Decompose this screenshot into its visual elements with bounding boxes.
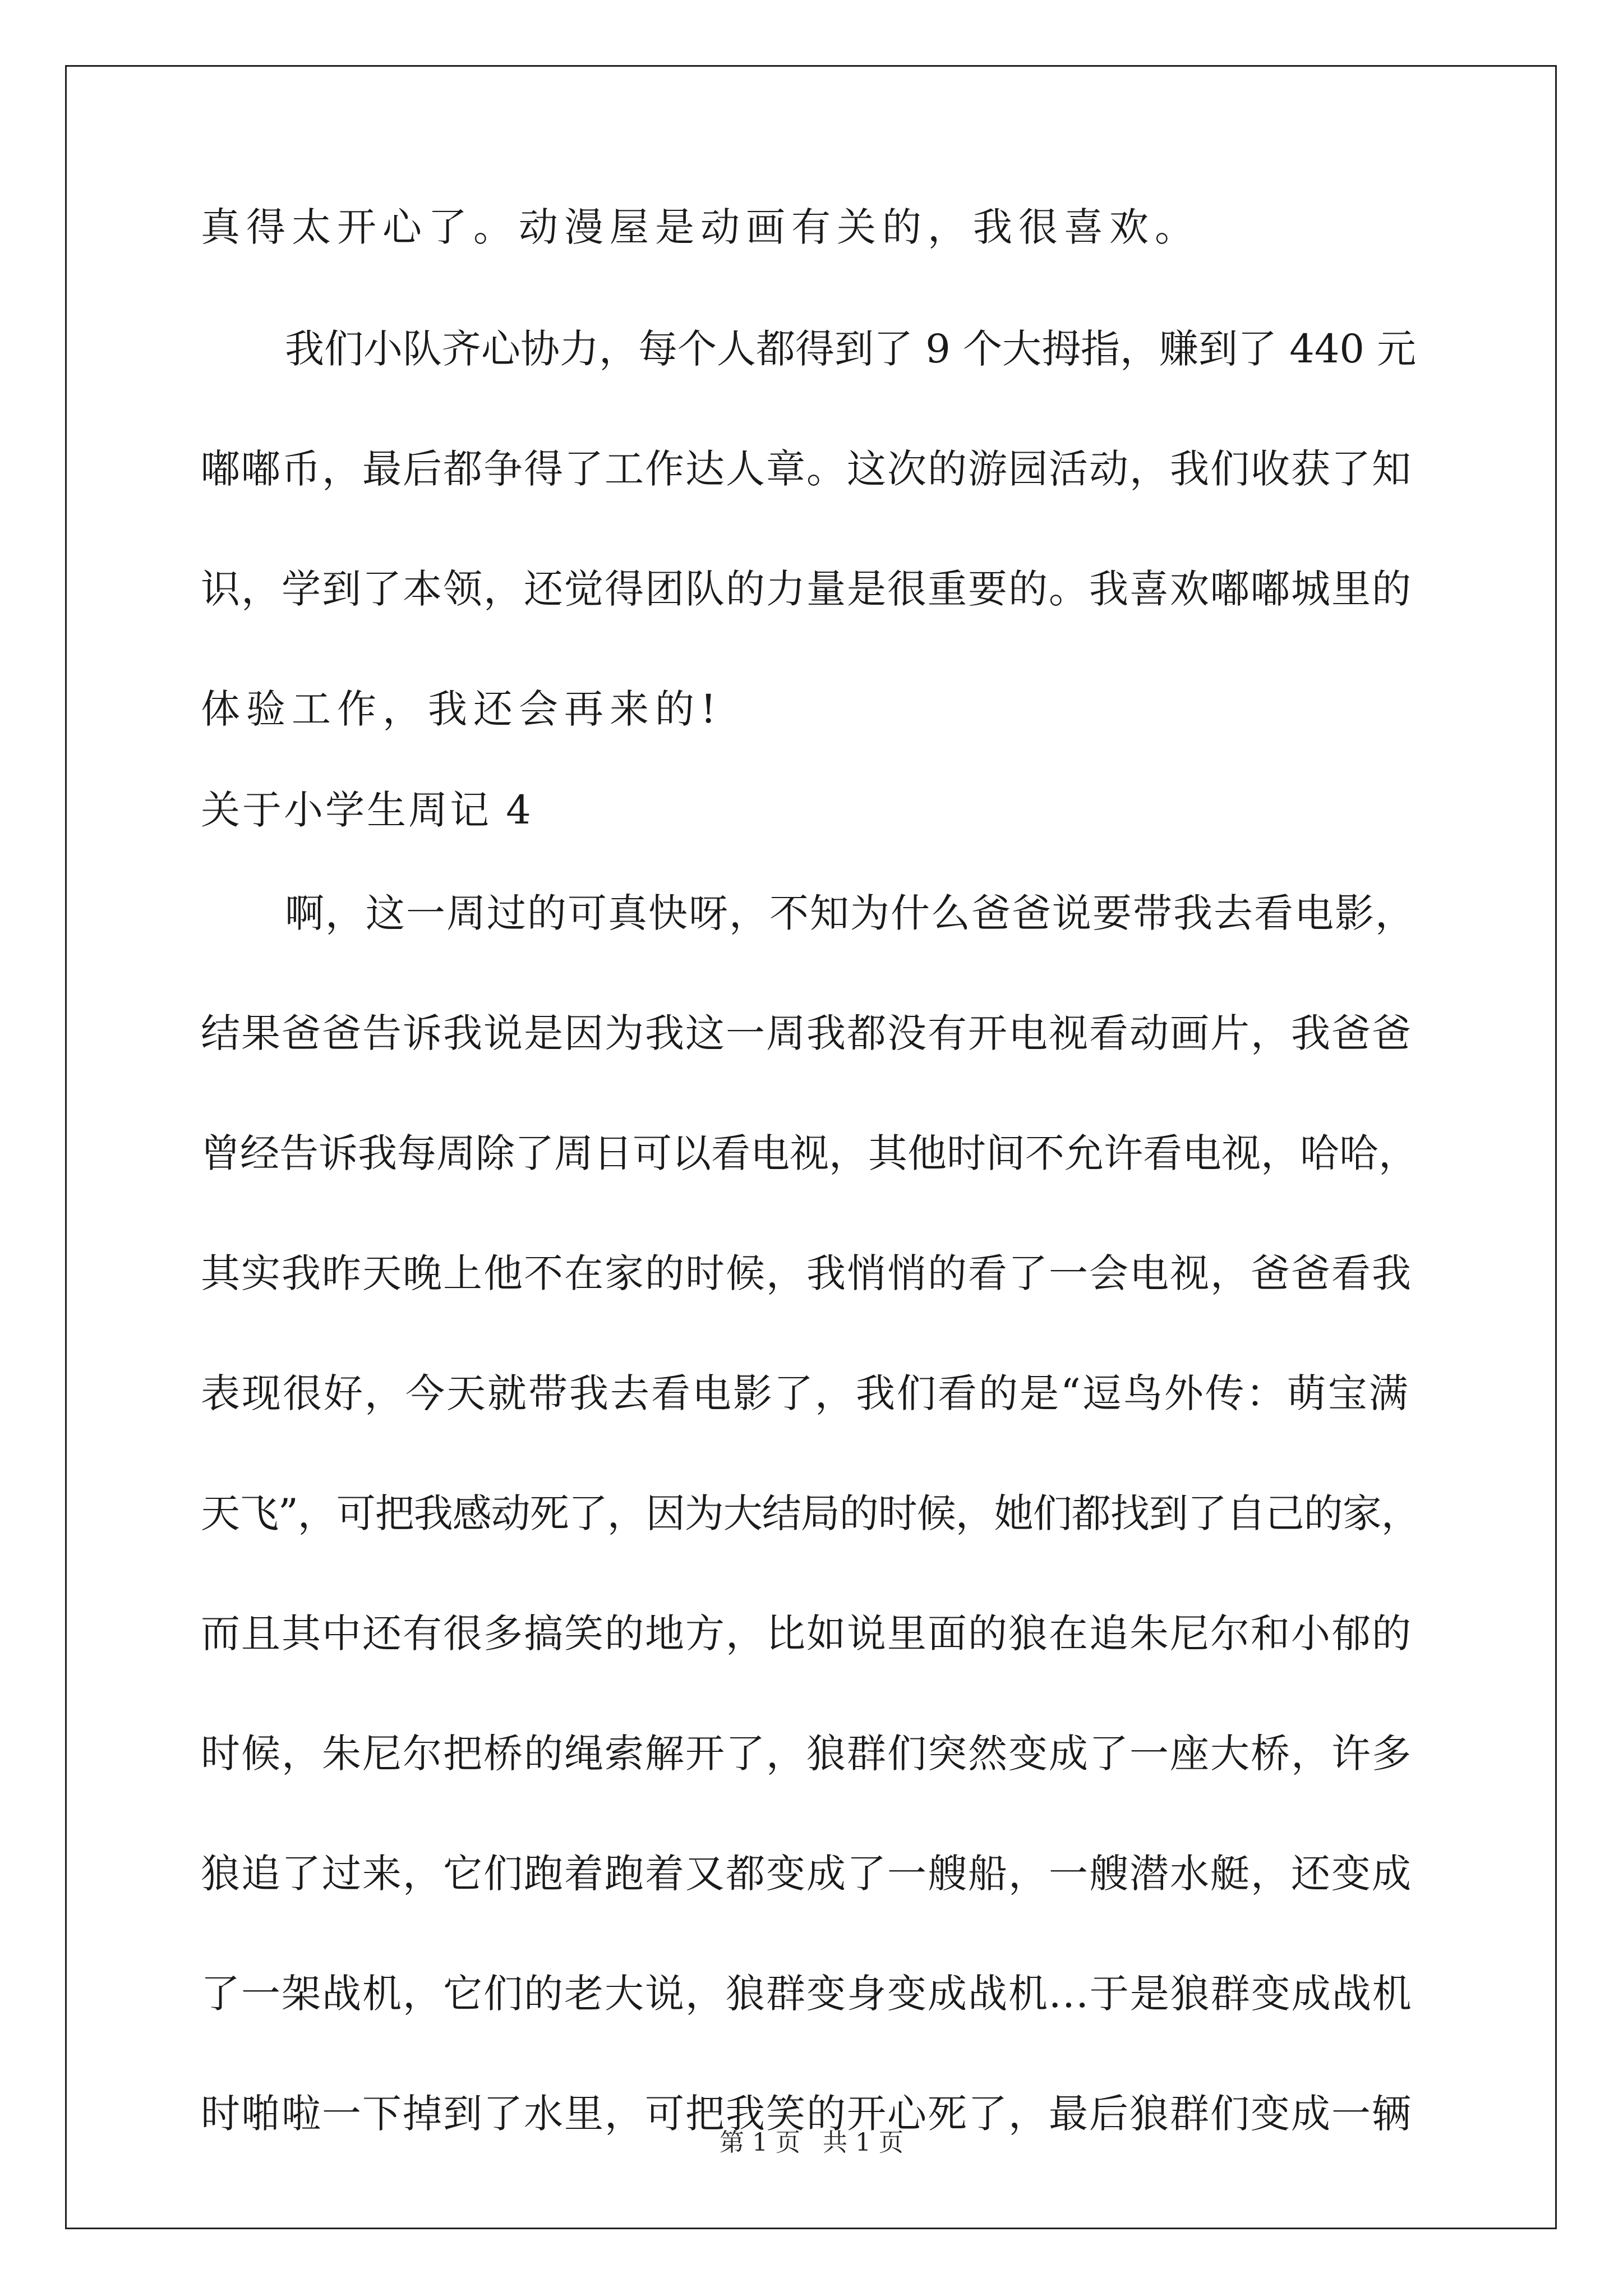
text-line: 时候，朱尼尔把桥的绳索解开了，狼群们突然变成了一座大桥，许多 bbox=[201, 1731, 1412, 1777]
text-line: 时啪啦一下掉到了水里，可把我笑的开心死了，最后狼群们变成一辆 bbox=[201, 2091, 1412, 2137]
text-line: 嘟嘟币，最后都争得了工作达人章。这次的游园活动，我们收获了知 bbox=[201, 446, 1412, 492]
section-heading: 关于小学生周记 4 bbox=[201, 787, 533, 833]
paragraph-start-line: 我们小队齐心协力，每个人都得到了 9 个大拇指，赚到了 440 元 bbox=[285, 326, 1417, 372]
text-line: 其实我昨天晚上他不在家的时候，我悄悄的看了一会电视，爸爸看我 bbox=[201, 1250, 1412, 1296]
text-line: 而且其中还有很多搞笑的地方，比如说里面的狼在追朱尼尔和小郁的 bbox=[201, 1611, 1412, 1657]
text-line: 识，学到了本领，还觉得团队的力量是很重要的。我喜欢嘟嘟城里的 bbox=[201, 566, 1412, 612]
text-line: 体验工作，我还会再来的! bbox=[201, 686, 723, 732]
text-line: 狼追了过来，它们跑着跑着又都变成了一艘船，一艘潜水艇，还变成 bbox=[201, 1851, 1412, 1897]
paragraph-start-line: 啊，这一周过的可真快呀，不知为什么爸爸说要带我去看电影， bbox=[285, 890, 1415, 936]
text-line: 表现很好，今天就带我去看电影了，我们看的是“逗鸟外传：萌宝满 bbox=[201, 1370, 1410, 1416]
text-line: 天飞”，可把我感动死了，因为大结局的时候，她们都找到了自己的家， bbox=[201, 1490, 1420, 1536]
page-number: 第 1 页 bbox=[720, 2128, 800, 2157]
text-line: 曾经告诉我每周除了周日可以看电视，其他时间不允许看电视，哈哈， bbox=[201, 1130, 1418, 1176]
text-line: 结果爸爸告诉我说是因为我这一周我都没有开电视看动画片，我爸爸 bbox=[201, 1010, 1412, 1056]
text-line: 真得太开心了。动漫屋是动画有关的，我很喜欢。 bbox=[201, 204, 1200, 250]
text-line: 了一架战机，它们的老大说，狼群变身变成战机...于是狼群变成战机 bbox=[201, 1971, 1413, 2017]
page-total: 共 1 页 bbox=[823, 2128, 903, 2157]
page-footer bbox=[0, 2129, 1623, 2157]
